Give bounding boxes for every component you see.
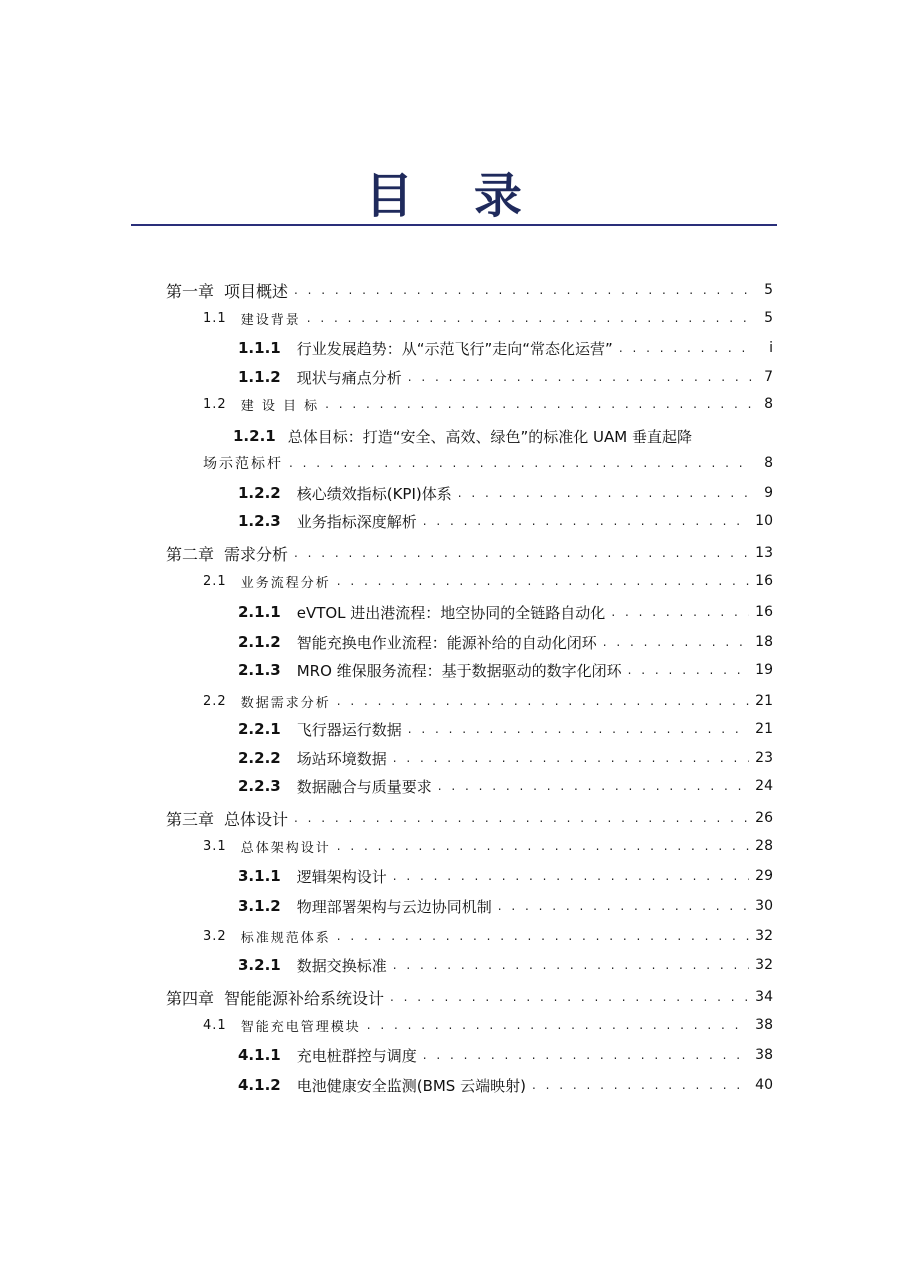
toc-page-number: 38 bbox=[755, 1047, 773, 1063]
toc-title: 需求分析 bbox=[224, 544, 289, 564]
toc-page-number: 18 bbox=[755, 634, 773, 650]
toc-number: 4.1.1 bbox=[238, 1046, 281, 1064]
toc-number: 2.1 bbox=[203, 573, 227, 589]
toc-page-number: 30 bbox=[755, 898, 773, 914]
toc-leader-dots bbox=[611, 600, 749, 624]
toc-page-number: 7 bbox=[764, 369, 773, 385]
toc-entry-continuation[interactable] bbox=[203, 451, 773, 475]
toc-leader-dots bbox=[307, 306, 753, 330]
toc-subsection-entry[interactable] bbox=[238, 746, 773, 770]
toc-leader-dots bbox=[408, 365, 753, 389]
toc-title: 数据需求分析 bbox=[240, 695, 331, 711]
toc-page-number: 21 bbox=[755, 693, 773, 709]
toc-number: 第二章 bbox=[166, 544, 215, 564]
toc-leader-dots bbox=[294, 541, 749, 565]
toc-number: 2.2.1 bbox=[238, 720, 281, 738]
toc-page-number: 5 bbox=[764, 310, 773, 326]
toc-number: 1.2.3 bbox=[238, 512, 281, 530]
toc-leader-dots bbox=[619, 336, 753, 360]
toc-leader-dots bbox=[390, 985, 749, 1009]
toc-number: 1.1 bbox=[203, 310, 227, 326]
toc-number: 3.1.1 bbox=[238, 867, 281, 885]
toc-title: eVTOL 进出港流程：地空协同的全链路自动化 bbox=[296, 603, 606, 622]
toc-subsection-entry[interactable] bbox=[238, 365, 773, 389]
toc-leader-dots bbox=[325, 392, 753, 416]
toc-title: 现状与痛点分析 bbox=[296, 368, 402, 387]
toc-title: 建 设 目 标 bbox=[240, 398, 320, 414]
toc-number: 1.1.2 bbox=[238, 368, 281, 386]
toc-subsection-entry[interactable] bbox=[238, 600, 773, 624]
toc-page-number: 32 bbox=[755, 928, 773, 944]
toc-title: 行业发展趋势：从“示范飞行”走向“常态化运营” bbox=[296, 339, 613, 358]
toc-page-number: 29 bbox=[755, 868, 773, 884]
toc-section-entry[interactable] bbox=[203, 392, 773, 416]
toc-title: 智能充换电作业流程：能源补给的自动化闭环 bbox=[296, 633, 597, 652]
toc-leader-dots bbox=[498, 894, 749, 918]
toc-section-entry[interactable] bbox=[203, 569, 773, 593]
toc-title: 数据交换标准 bbox=[296, 956, 387, 975]
toc-title: 项目概述 bbox=[224, 281, 289, 301]
toc-page-number: 32 bbox=[755, 957, 773, 973]
toc-leader-dots bbox=[458, 481, 753, 505]
toc-title: 电池健康安全监测(BMS 云端映射) bbox=[296, 1076, 526, 1095]
toc-chapter-entry[interactable] bbox=[166, 806, 773, 830]
toc-leader-dots bbox=[393, 746, 749, 770]
toc-number: 2.2 bbox=[203, 693, 227, 709]
toc-section-entry[interactable] bbox=[203, 689, 773, 713]
toc-title: 总体设计 bbox=[224, 809, 289, 829]
toc-subsection-entry[interactable] bbox=[238, 894, 773, 918]
toc-number: 1.2.1 bbox=[233, 427, 276, 445]
toc-number: 4.1 bbox=[203, 1017, 227, 1033]
toc-subsection-entry[interactable] bbox=[238, 481, 773, 505]
toc-leader-dots bbox=[408, 717, 749, 741]
toc-title: 核心绩效指标(KPI)体系 bbox=[296, 484, 452, 503]
toc-leader-dots bbox=[438, 774, 749, 798]
toc-subsection-entry[interactable] bbox=[238, 658, 773, 682]
toc-page-number: 10 bbox=[755, 513, 773, 529]
toc-title: 数据融合与质量要求 bbox=[296, 777, 432, 796]
toc-page-number: 16 bbox=[755, 573, 773, 589]
toc-title: 飞行器运行数据 bbox=[296, 720, 402, 739]
toc-title: 智能充电管理模块 bbox=[240, 1019, 361, 1035]
toc-leader-dots bbox=[423, 509, 749, 533]
toc-page-number: 28 bbox=[755, 838, 773, 854]
toc-page-number: 26 bbox=[755, 810, 773, 826]
toc-page-number: i bbox=[769, 340, 773, 356]
toc-section-entry[interactable] bbox=[203, 306, 773, 330]
toc-leader-dots bbox=[628, 658, 750, 682]
toc-number: 2.2.3 bbox=[238, 777, 281, 795]
toc-page-number: 34 bbox=[755, 989, 773, 1005]
toc-page-number: 13 bbox=[755, 545, 773, 561]
toc-subsection-entry[interactable] bbox=[238, 864, 773, 888]
toc-page-number: 16 bbox=[755, 604, 773, 620]
toc-number: 2.1.1 bbox=[238, 603, 281, 621]
toc-chapter-entry[interactable] bbox=[166, 985, 773, 1009]
toc-leader-dots bbox=[603, 630, 749, 654]
toc-number: 3.1 bbox=[203, 838, 227, 854]
toc-page-number: 24 bbox=[755, 778, 773, 794]
toc-number: 1.2 bbox=[203, 396, 227, 412]
toc-entry[interactable] bbox=[233, 424, 779, 448]
toc-title: 智能能源补给系统设计 bbox=[224, 988, 385, 1008]
toc-title: 业务流程分析 bbox=[240, 575, 331, 591]
toc-leader-dots bbox=[532, 1073, 749, 1097]
toc-number: 3.2.1 bbox=[238, 956, 281, 974]
toc-subsection-entry[interactable] bbox=[238, 630, 773, 654]
toc-leader-dots bbox=[393, 864, 749, 888]
toc-leader-dots bbox=[294, 278, 753, 302]
title-divider bbox=[131, 224, 777, 226]
toc-leader-dots bbox=[337, 924, 749, 948]
toc-title: 标准规范体系 bbox=[240, 930, 331, 946]
toc-leader-dots bbox=[423, 1043, 749, 1067]
toc-leader-dots bbox=[337, 834, 749, 858]
toc-number: 2.1.2 bbox=[238, 633, 281, 651]
toc-leader-dots bbox=[367, 1013, 749, 1037]
toc-number: 1.1.1 bbox=[238, 339, 281, 357]
page-title: 目 录 bbox=[365, 168, 544, 224]
toc-title: 建设背景 bbox=[240, 312, 301, 328]
toc-subsection-entry[interactable] bbox=[238, 509, 773, 533]
toc-page-number: 8 bbox=[764, 396, 773, 412]
toc-page-number: 21 bbox=[755, 721, 773, 737]
toc-number: 1.2.2 bbox=[238, 484, 281, 502]
toc-page-number: 19 bbox=[755, 662, 773, 678]
toc-page-number: 23 bbox=[755, 750, 773, 766]
toc-number: 第一章 bbox=[166, 281, 215, 301]
toc-leader-dots bbox=[289, 451, 753, 475]
toc-leader-dots bbox=[337, 689, 749, 713]
toc-section-entry[interactable] bbox=[203, 924, 773, 948]
toc-number: 4.1.2 bbox=[238, 1076, 281, 1094]
toc-number: 第三章 bbox=[166, 809, 215, 829]
toc-title: 逻辑架构设计 bbox=[296, 867, 387, 886]
toc-number: 3.2 bbox=[203, 928, 227, 944]
toc-section-entry[interactable] bbox=[203, 1013, 773, 1037]
toc-number: 2.1.3 bbox=[238, 661, 281, 679]
toc-title: MRO 维保服务流程：基于数据驱动的数字化闭环 bbox=[296, 661, 622, 680]
toc-subsection-entry[interactable] bbox=[238, 774, 773, 798]
toc-subsection-entry[interactable] bbox=[238, 717, 773, 741]
toc-subsection-entry[interactable] bbox=[238, 1043, 773, 1067]
toc-leader-dots bbox=[393, 953, 749, 977]
toc-number: 第四章 bbox=[166, 988, 215, 1008]
toc-chapter-entry[interactable] bbox=[166, 541, 773, 565]
toc-subsection-entry[interactable] bbox=[238, 1073, 773, 1097]
toc-title: 总体架构设计 bbox=[240, 840, 331, 856]
toc-subsection-entry[interactable] bbox=[238, 336, 773, 360]
toc-number: 3.1.2 bbox=[238, 897, 281, 915]
toc-title: 总体目标：打造“安全、高效、绿色”的标准化 UAM 垂直起降 bbox=[287, 427, 692, 446]
toc-title-continuation: 场示范标杆 bbox=[203, 456, 283, 472]
toc-title: 物理部署架构与云边协同机制 bbox=[296, 897, 492, 916]
toc-title: 场站环境数据 bbox=[296, 749, 387, 768]
toc-title: 充电桩群控与调度 bbox=[296, 1046, 417, 1065]
toc-section-entry[interactable] bbox=[203, 834, 773, 858]
toc-title: 业务指标深度解析 bbox=[296, 512, 417, 531]
toc-page-number: 5 bbox=[764, 282, 773, 298]
toc-page-number: 8 bbox=[764, 455, 773, 471]
toc-chapter-entry[interactable] bbox=[166, 278, 773, 302]
toc-leader-dots bbox=[294, 806, 749, 830]
toc-number: 2.2.2 bbox=[238, 749, 281, 767]
toc-subsection-entry[interactable] bbox=[238, 953, 773, 977]
toc-page-number: 40 bbox=[755, 1077, 773, 1093]
toc-page-number: 9 bbox=[764, 485, 773, 501]
toc-page-number: 38 bbox=[755, 1017, 773, 1033]
toc-leader-dots bbox=[337, 569, 749, 593]
